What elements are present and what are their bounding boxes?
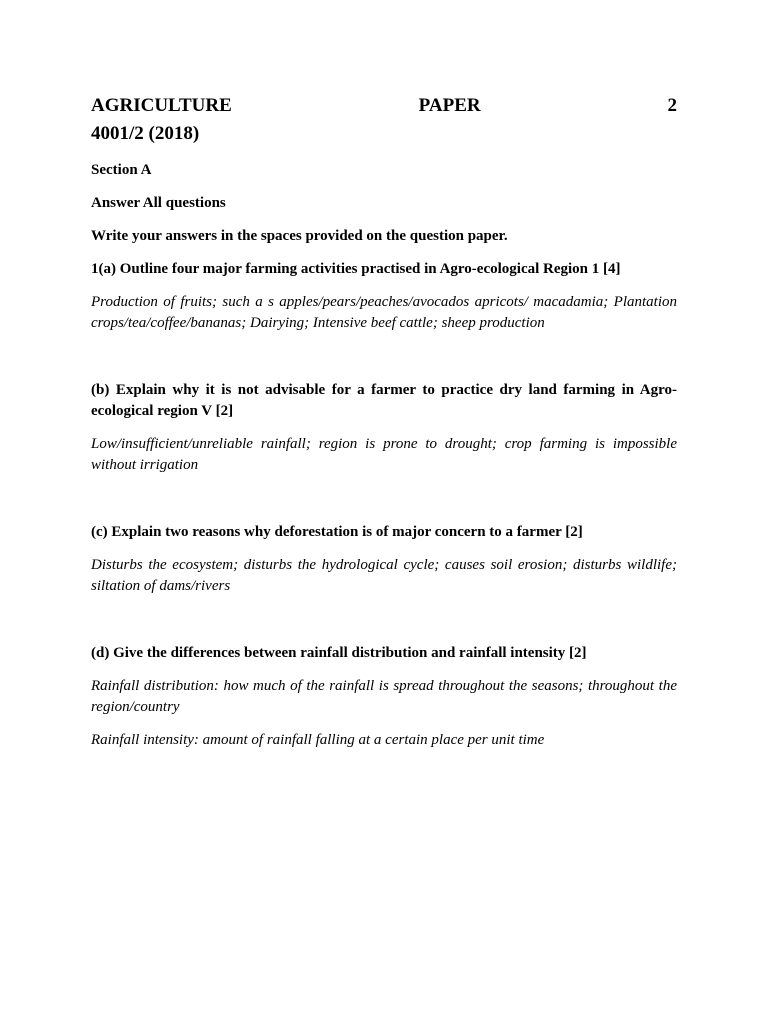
question-1d: (d) Give the differences between rainfall distribution and rainfall intensity [2] — [91, 645, 587, 661]
spacer — [91, 609, 677, 643]
question-1a: 1(a) Outline four major farming activities practised in Agro-ecological Region 1 [4] — [91, 261, 621, 277]
subject-title: AGRICULTURE — [91, 95, 232, 116]
answer-1d-intensity: Rainfall intensity: amount of rainfall falling at a certain place per unit time — [91, 732, 545, 748]
answer-1c: Disturbs the ecosystem; disturbs the hydrological cycle; causes soil erosion; disturbs wildlife; siltation of dams/rivers — [91, 557, 677, 594]
paper-word: PAPER — [418, 95, 481, 116]
document-title — [91, 92, 677, 120]
question-1c: (c) Explain two reasons why deforestation is of major concern to a farmer [2] — [91, 524, 583, 540]
paper-number: 2 — [667, 95, 677, 116]
answer-1a: Production of fruits; such a s apples/pears/peaches/avocados apricots/ macadamia; Plantation crops/tea/coffee/bananas; Dairying; Intensive beef cattle; sheep production — [91, 294, 677, 331]
instruction-write-answers: Write your answers in the spaces provided on the question paper. — [91, 228, 508, 244]
spacer — [91, 346, 677, 380]
spacer — [91, 488, 677, 522]
paper-code-year: 4001/2 (2018) — [91, 123, 200, 144]
section-heading: Section A — [91, 162, 152, 178]
instruction-answer-all: Answer All questions — [91, 195, 226, 211]
answer-1d-distribution: Rainfall distribution: how much of the rainfall is spread throughout the seasons; throughout the region/country — [91, 678, 677, 715]
answer-1b: Low/insufficient/unreliable rainfall; region is prone to drought; crop farming is impossible without irrigation — [91, 436, 677, 473]
question-1b: (b) Explain why it is not advisable for a farmer to practice dry land farming in Agro-ecological region V [2] — [91, 382, 677, 419]
